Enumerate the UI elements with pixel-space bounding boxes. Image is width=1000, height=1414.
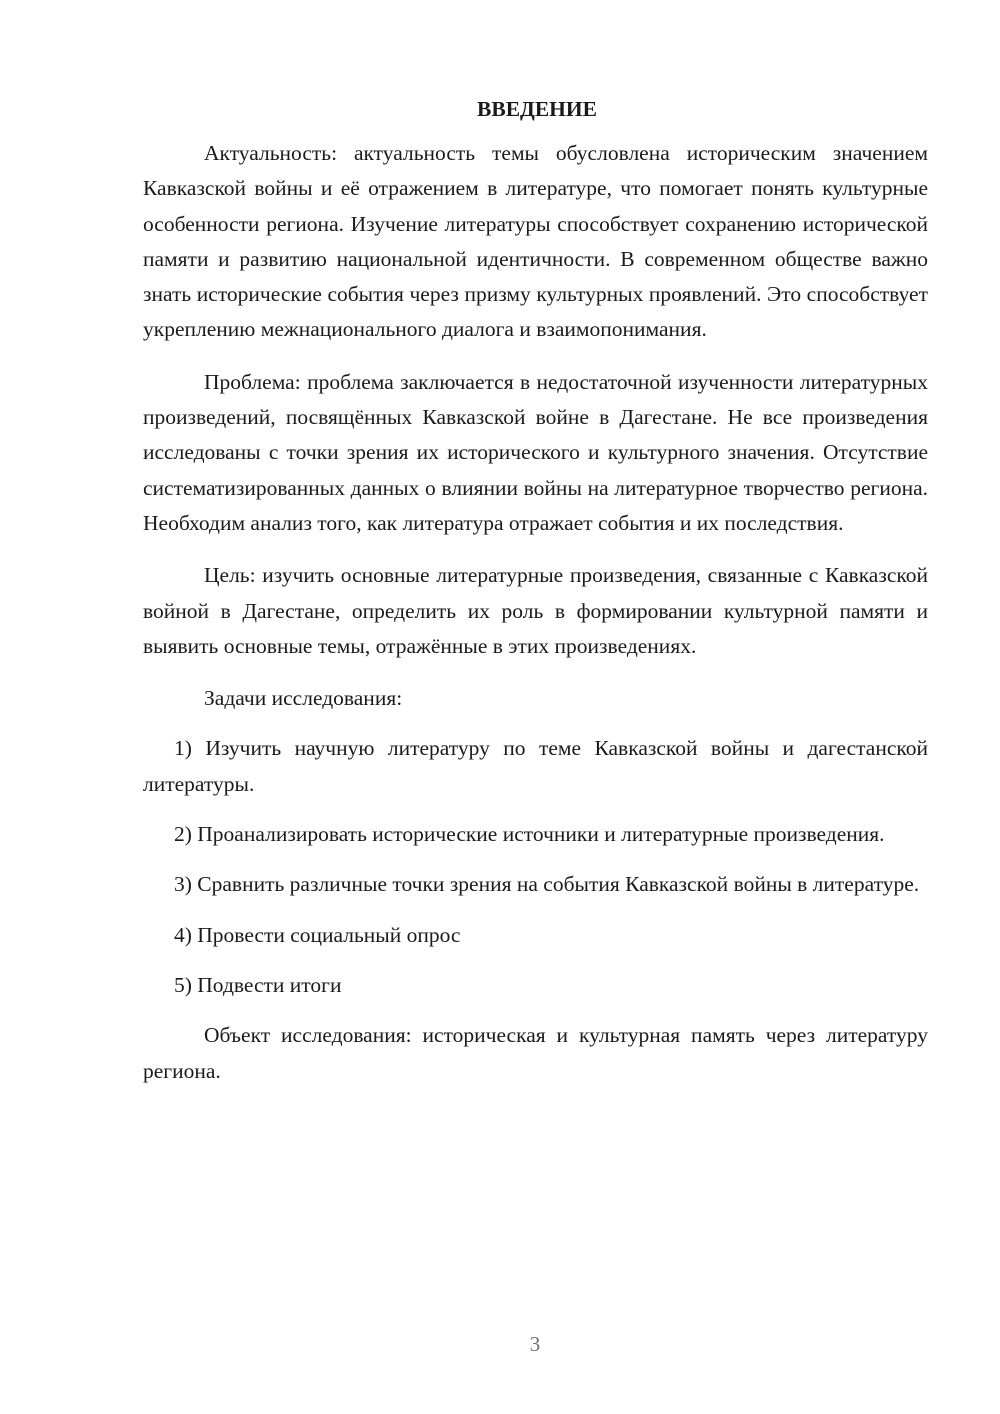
task-item: 1) Изучить научную литературу по теме Кавказской войны и дагестанской литературы. [143,736,928,796]
section-title: ВВЕДЕНИЕ [477,97,597,121]
research-object-paragraph: Объект исследования: историческая и культурная память через литературу региона. [143,1023,928,1083]
document-page [143,92,928,1106]
page-number: 3 [529,1332,541,1356]
task-item: 3) Сравнить различные точки зрения на события Кавказской войны в литературе. [174,872,920,897]
relevance-paragraph: Актуальность: актуальность темы обусловлена историческим значением Кавказской войны и её отражением в литературе, что помогает понять культурные особенности региона. Изучение литературы способствует сохранению исторической памяти и развитию национальной идентичности. В современном обществе важно знать исторические события через призму культурных проявлений. Это способствует укреплению межнационального диалога и взаимопонимания. [143,141,928,342]
task-item: 2) Проанализировать исторические источники и литературные произведения. [174,822,885,847]
problem-paragraph: Проблема: проблема заключается в недостаточной изученности литературных произведений, посвящённых Кавказской войне в Дагестане. Не все произведения исследованы с точки зрения их исторического и культурного значения. Отсутствие систематизированных данных о влиянии войны на литературное творчество региона. Необходим анализ того, как литература отражает события и их последствия. [143,369,928,535]
goal-paragraph: Цель: изучить основные литературные произведения, связанные с Кавказской войной в Дагестане, определить их роль в формировании культурной памяти и выявить основные темы, отражённые в этих произведениях. [143,563,928,658]
tasks-heading: Задачи исследования: [204,686,403,711]
task-item: 4) Провести социальный опрос [174,922,461,947]
task-item: 5) Подвести итоги [174,972,342,997]
